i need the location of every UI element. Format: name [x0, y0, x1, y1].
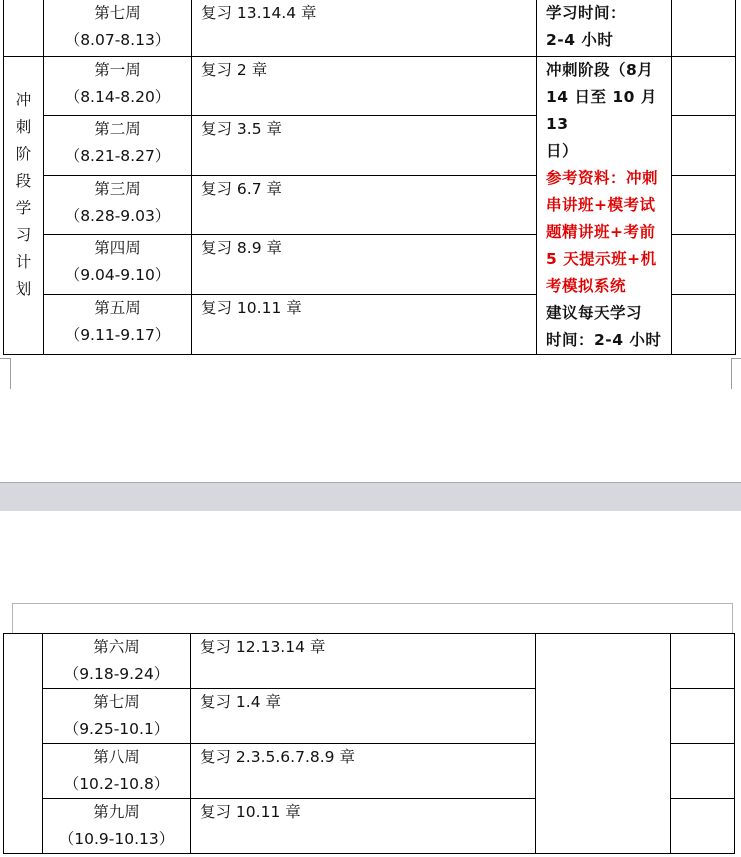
stage-note-cell: 冲刺阶段（8月 14 日至 10 月 13 日） 参考资料：冲刺 串讲班+模考试 题精讲班+考前 5 天提示班+机 考模拟系统 建议每天学习 时间：2-4 小时	[537, 56, 672, 354]
week-cell: 第一周 （8.14-8.20）	[44, 56, 192, 116]
table-row	[4, 56, 736, 116]
content-cell: 复习 2 章	[192, 56, 537, 116]
content-cell: 复习 10.11 章	[192, 294, 537, 354]
page-corner-mark	[731, 358, 741, 389]
content-cell: 复习 2.3.5.6.7.8.9 章	[191, 744, 536, 799]
content-cell: 复习 8.9 章	[192, 235, 537, 295]
page-separator	[0, 482, 741, 512]
content-cell: 复习 3.5 章	[192, 116, 537, 176]
week-cell: 第四周 （9.04-9.10）	[44, 235, 192, 295]
week-cell: 第八周 （10.2-10.8）	[43, 744, 191, 799]
page-header-area	[12, 603, 733, 634]
week-cell: 第七周 （9.25-10.1）	[43, 689, 191, 744]
stage-label: 冲 刺 阶 段 学 习 计 划	[15, 90, 32, 298]
content-cell: 复习 1.4 章	[191, 689, 536, 744]
table-row	[4, 0, 736, 56]
content-cell: 复习 6.7 章	[192, 175, 537, 235]
week-cell: 第五周 （9.11-9.17）	[44, 294, 192, 354]
study-plan-table-top	[3, 0, 736, 355]
week-cell: 第九周 （10.9-10.13）	[43, 799, 191, 854]
study-plan-table-bottom	[3, 633, 735, 854]
week-cell: 第二周 （8.21-8.27）	[44, 116, 192, 176]
table-row	[4, 634, 735, 689]
note-cell: 学习时间： 2-4 小时	[537, 0, 672, 56]
content-cell: 复习 10.11 章	[191, 799, 536, 854]
content-cell: 复习 12.13.14 章	[191, 634, 536, 689]
week-cell: 第七周 （8.07-8.13）	[44, 0, 192, 56]
content-cell: 复习 13.14.4 章	[192, 0, 537, 56]
stage-cell	[4, 56, 44, 354]
page-corner-mark	[0, 358, 11, 389]
week-cell: 第六周 （9.18-9.24）	[43, 634, 191, 689]
week-cell: 第三周 （8.28-9.03）	[44, 175, 192, 235]
